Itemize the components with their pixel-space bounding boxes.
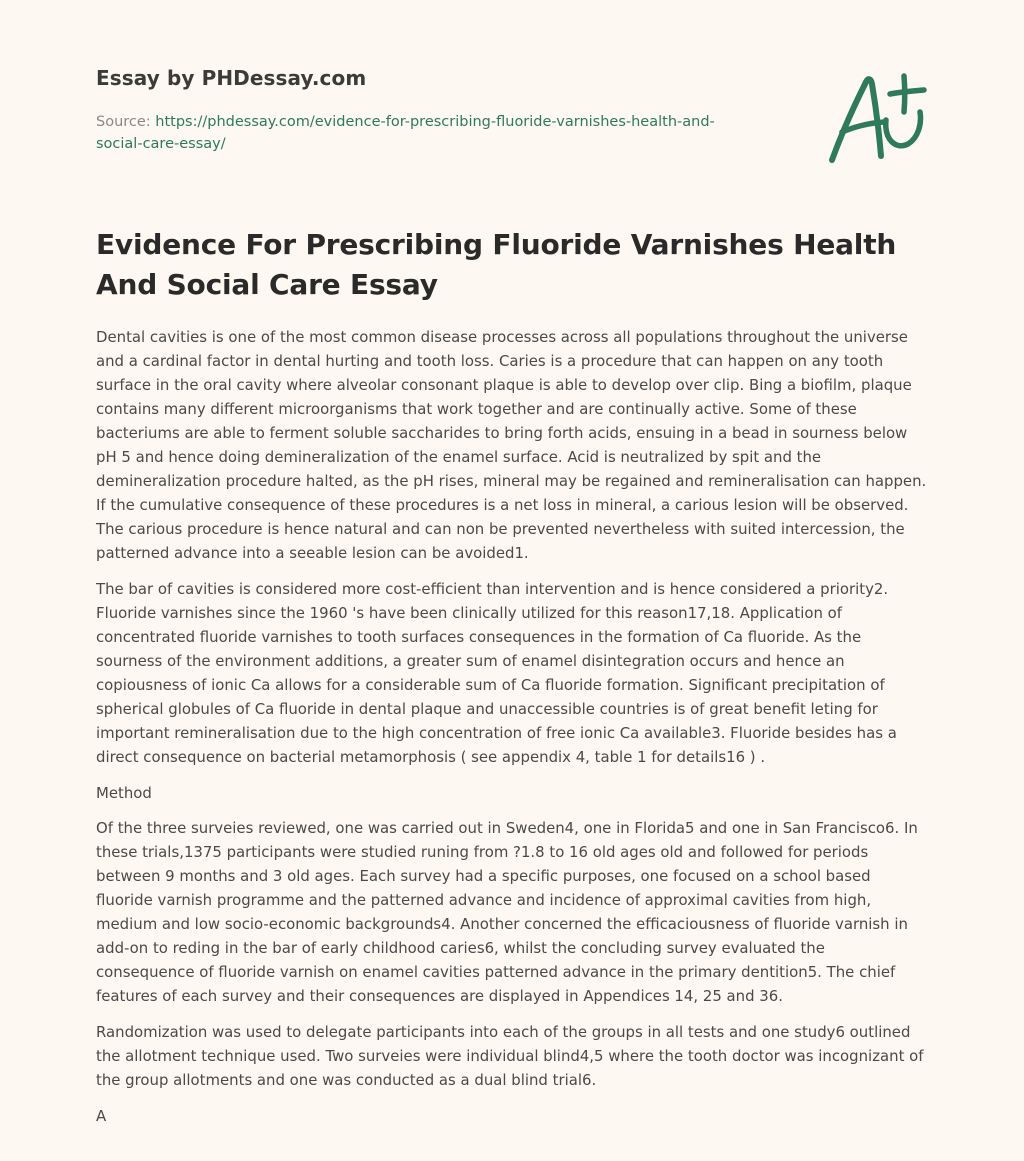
paragraph: Randomization was used to delegate participants into each of the groups in all tests and one study6 outlined the allotment technique used. Two surveies were individual blind4,5 where the tooth doctor was incognizant of the group allotments and one was conducted as a dual blind trial6. [96,1023,924,1089]
paragraph: A [96,1107,107,1125]
source-label: Source: [96,114,151,130]
paragraph: Of the three surveies reviewed, one was carried out in Sweden4, one in Florida5 and one in San Francisco6. In these trials,1375 participants were studied runing from ?1.8 to 16 old ages old and followed for periods between 9 months and 3 old ages. Each survey had a specific purposes, one focused on a school based fluoride varnish programme and the patterned advance and incidence of approximal cavities from high, medium and low socio-economic backgrounds4. Another concerned the efficaciousness of fluoride varnish in add-on to reding in the bar of early childhood caries6, whilst the concluding survey evaluated the consequence of fluoride varnish on enamel cavities patterned advance in the primary dentition5. The chief features of each survey and their consequences are displayed in Appendices 14, 25 and 36. [96,819,918,1005]
article-body [96,325,928,1140]
a-plus-logo [826,68,931,166]
source-link[interactable]: https://phdessay.com/evidence-for-prescribing-fluoride-varnishes-health-and-social-care-essay/ [96,114,715,152]
article-title: Evidence For Prescribing Fluoride Varnishes Health And Social Care Essay [96,228,897,301]
source-line [96,111,756,155]
paragraph: The bar of cavities is considered more cost-efficient than intervention and is hence considered a priority2. Fluoride varnishes since the 1960 's have been clinically utilized for this reason17,18. Application of concentrated fluoride varnishes to tooth surfaces consequences in the formation of Ca fluoride. As the sourness of the environment additions, a greater sum of enamel disintegration occurs and hence an copiousness of ionic Ca allows for a considerable sum of Ca fluoride formation. Significant precipitation of spherical globules of Ca fluoride in dental plaque and unaccessible countries is of great benefit leting for important remineralisation due to the high concentration of free ionic Ca available3. Fluoride besides has a direct consequence on bacterial metamorphosis ( see appendix 4, table 1 for details16 ) . [96,580,897,766]
paragraph: Dental cavities is one of the most common disease processes across all populations throughout the universe and a cardinal factor in dental hurting and tooth loss. Caries is a procedure that can happen on any tooth surface in the oral cavity where alveolar consonant plaque is able to develop over clip. Bing a biofilm, plaque contains many different microorganisms that work together and are continually active. Some of these bacteriums are able to ferment soluble saccharides to bring forth acids, ensuing in a bead in sourness below pH 5 and hence doing demineralization of the enamel surface. Acid is neutralized by spit and the demineralization procedure halted, as the pH rises, mineral may be regained and remineralisation can happen. If the cumulative consequence of these procedures is a net loss in mineral, a carious lesion will be observed. The carious procedure is hence natural and can non be prevented nevertheless with suited intercession, the patterned advance into a seeable lesion can be avoided1. [96,328,927,562]
site-title: Essay by PHDessay.com [96,66,367,90]
section-heading-method: Method [96,784,152,802]
